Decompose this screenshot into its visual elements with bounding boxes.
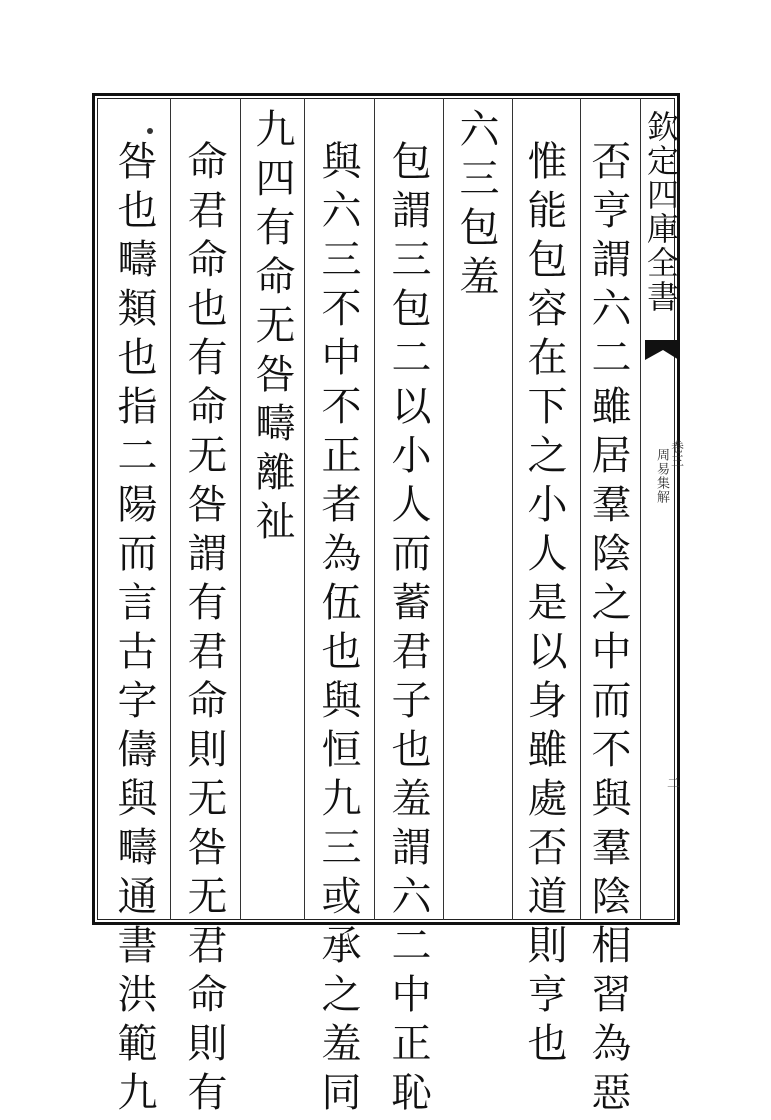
text-column-8: 咎也疇類也指二陽而言古字儔與疇通書洪範九 [111,140,157,1120]
fishtail-mark-icon [645,336,679,364]
text-column-7: 命君命也有命无咎謂有君命則无咎无君命則有 [181,140,227,1120]
text-column-4: 包謂三包二以小人而蓄君子也羞謂六二中正恥 [385,140,431,1120]
text-column-5: 與六三不中不正者為伍也與恒九三或承之羞同 [315,140,361,1120]
column-rule [512,98,513,920]
page-number: 二 [664,776,679,789]
column-rule [240,98,241,920]
collection-title: 欽定四庫全書 [642,110,680,314]
column-rule [304,98,305,920]
text-column-2: 惟能包容在下之小人是以身雖處否道則亨也 [521,140,567,1071]
column-rule [374,98,375,920]
column-rule [170,98,171,920]
book-title: 周易集解 [654,448,669,504]
volume-label: 卷三 [668,440,683,468]
text-column-6: 九四有命无咎疇離祉 [249,108,295,549]
text-column-1: 否亨謂六二雖居羣陰之中而不與羣陰相習為惡 [585,140,631,1120]
column-rule [580,98,581,920]
text-column-3: 六三包羞 [453,108,499,304]
column-rule [443,98,444,920]
punctuation-dot [147,128,153,134]
